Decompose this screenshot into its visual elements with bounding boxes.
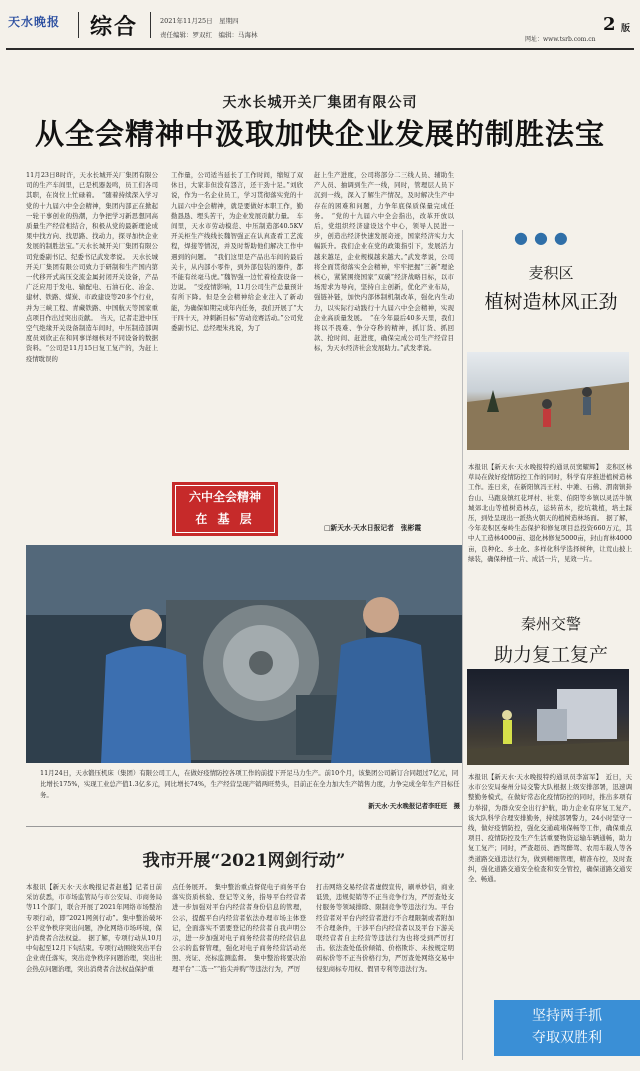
sidebar-story2-body: 本报讯【新天水·天水晚报特约通讯员李富军】 近日，天水市公安局秦州分局交警大队根据上级安排部署，迅速调整勤务模式，在做好常态化疫情防控的同时，推出多项有力举措，为群众安全出行护航，助力企业有序复工复产。 该大队科学合理安排勤务，持续部署警力，24小时坚守一线，做好疫情防控，强化交通疏堵保畅等工作，确保重点项目、疫情防控及生产生活重要物资运输车辆通畅，助力复工复产；同时，严查超员、酒驾醉驾、农用车载人等各类道路交通违法行为，做到精细管理，精准布控，及时查纠，强化道路交通安全检查和安全管控，确保道路交通安全、畅通。	[468, 773, 639, 884]
traffic-police-illustration	[467, 669, 629, 765]
lead-kicker: 天水长城开关厂集团有限公司	[222, 95, 418, 111]
second-headline: 我市开展“2021网剑行动”	[142, 851, 346, 871]
page-number: 2	[603, 14, 616, 35]
slogan-banner	[494, 1000, 640, 1056]
series-stamp	[172, 482, 278, 536]
lead-column-2: 工作量，公司适当延长了工作时间，缩短了双休日，大家非但没有怨言，还干劲十足。”刘欣说，作为一名企业员工，学习贯彻落实党的十九届六中全会精神，就是要做好本职工作，勤勤恳恳、埋头苦干，为企业发展贡献力量。 车间里，天水市劳动模范、中压制造部40.5KV开关柜生产线线长魏智强正在认真查看工艺流程，焊接等情况，并及时帮助他们解决工作中遇到的问题。 “我们这里是产品出车间的最后关卡，从内部小零件，到外部包装的器件，都不能有丝毫马虎。”魏智强一边忙着检查设备一边说。 “受疫情影响，11月公司生产总量预计有所下降。但是全会精神给企业注入了新动能，为确保如期完成年内任务，我们开展了“大干四十天，冲刺新目标”劳动竞赛活动。”公司党委副书记、总经理朱兆说，为了	[171, 171, 303, 333]
lead-headline: 从全会精神中汲取加快企业发展的制胜法宝	[34, 117, 605, 151]
sidebar-story1-title: 植树造林风正劲	[484, 291, 618, 313]
editor-credits: 责任编辑：罗双红 编辑：马海林	[160, 31, 258, 39]
header-rule	[6, 48, 634, 50]
section-rule	[26, 826, 462, 827]
lead-column-1: 11月23日8时许，天水长城开关厂集团有限公司的生产车间里，已是机器轰鸣，员工们各司其职，在岗位上忙碌着。 “随着持续深入学习党的十九届六中全会精神，集团内部正在掀起一轮干事创业的热潮，力争把学习新思想同高质量生产经营相结合，积极从党的最新理论成果中找方向、找思路、找动力，探寻加快企业发展的制胜法宝。”天水长城开关厂集团有限公司党委副书记、纪委书记武发孝说。 天水长城开关厂集团有限公司致力于研制和生产国内第一代移开式高压交流金属封闭开关设备，产品广泛应用于发电、输配电、石油石化、冶金、建材、铁路、煤炭、市政建设等20多个行业，并为三峡工程、青藏铁路、中国航天等国家重点项目作出过突出贡献。 当天，记者走进中压空气绝缘开关设备制造车间时，中压制造部调度员刘欣正在和同事详细核对不同设备的数据资料。“公司是11月15日复工复产的，为赶上疫情耽误的	[26, 171, 158, 363]
header-divider	[78, 12, 79, 38]
second-column-3: 打击网络交易经营者虚假宣传，刷单炒信，商业诋毁，违规促销等不正当竞争行为，严厉查处支付服务等领域排除、限制竞争等违法行为。平台经营者对平台内经营者进行不合理限制或者附加不合理条件，干涉平台内经营者以及平台下游关联经营者自主经营等违法行为也将受到严厉打击。依法查处低价倾销、价格欺诈、未按规定明码标价等不正当价格行为，严厉查处网络交易中侵犯商标专用权、假冒专利等违法行为。	[316, 883, 454, 973]
website-url: 网址：www.tsrb.com.cn	[525, 36, 596, 43]
newspaper-name: 天水晚报	[8, 15, 61, 29]
photo-credit: 新天水·天水晚报记者李旺旺 摄	[368, 802, 460, 810]
section-title: 综合	[90, 14, 139, 40]
photo-caption-text: 11月24日，天水锻压机床（集团）有限公司工人，在做好疫情防控各项工作的前提下开足马力生产。前10个月，该集团公司新订合同超过7亿元，同比增长175%，实现工业总产值1.3亿多元，同比增长74%，生产经营呈现产销两旺势头，目前正在全力加大生产销售力度，力争完成全年生产目标任务。	[40, 769, 460, 799]
lead-byline: □新天水·天水日报记者 张彬霞	[324, 524, 422, 532]
sidebar-story2-place: 秦州交警	[520, 615, 581, 633]
factory-photo-illustration	[26, 545, 462, 763]
slogan-line-2: 夺取双胜利	[532, 1030, 602, 1046]
slogan-line-1: 坚持两手抓	[532, 1008, 602, 1024]
lead-column-3: 赶上生产进度，公司将部分二三线人员、辅助生产人员、抽调到生产一线，同时，管理层人员下沉到一线，深入了解生产情况，及时解决生产中存在的困难和问题，力争年底保质保量完成任务。 “党的十九届六中全会指出，改革开放以后，党组织经济建设这个中心，领导人民进一步，创造出经济快速发展奇迹，国家经济实力大幅跃升。我们企业在党的政策指引下，发展活力越来越足，企业规模越来越大。”武发孝说，公司将全面贯彻落实全会精神，牢牢把握“三新”理论核心，紧紧围绕国家“双碳”经济战略目标，以市场需求为导向，坚持自主创新，优化产业布局，强链补链，加快内部体制机制改革，强化内生动力，以实际行动践行十九届六中全会精神，实现企业高质量发展。 “在今年最后40多天里，我们将以不畏难、争分夺秒的精神，抓订货、抓回款、抢时间、赶进度，确保完成公司生产经营目标，为天水经济社会发展助力。”武发孝说。	[314, 171, 454, 353]
photo-caption	[40, 768, 460, 812]
sidebar-story1-place: 麦积区	[528, 264, 574, 282]
stamp-line-1: 六中全会精神	[188, 490, 261, 504]
decorative-dots: ●●●	[514, 228, 574, 247]
factory-photo	[26, 545, 462, 763]
sidebar-story2-title: 助力复工复产	[493, 644, 608, 666]
sidebar-story1-body: 本报讯【新天水·天水晚报特约通讯员窦耀辉】 麦积区林草局在做好疫情防控工作的同时，科学有序推进植树造林工作。连日来，在新阳镇冯王村、中滩、石佛、渭南镇卦台山、马跑泉镇红花坪村、社棠、伯阳等乡镇以灵活牛镇城郊北山等植树造林点，运转苗木，挖坑栽植，培土踩压，到处呈现出一派热火朝天的植树造林场面。 据了解，今年麦积区秦岭生态保护和修复项目总投资660万元，其中人工造林4000亩、退化林修复5000亩，封山育林4000亩，良种化、乡土化、多样化科学选择树种，让荒山披上绿装，确保种植一片、成活一片，见效一片。	[468, 463, 632, 563]
tree-planting-photo	[467, 352, 629, 450]
second-column-1: 本报讯【新天水·天水晚报记者赵蔓】记者日前采访获悉，市市场监管局与市公安局、市商务局等11个部门，联合开展了2021年网络市场整治专项行动，即“2021网剑行动”。集中整治破坏公平竞争秩序突出问题，净化网络市场环境，保护消费者合法权益。 据了解，专项行动从10月中旬起至12月下旬结束。专项行动围绕突出平台企业责任落实，突出竞争秩序问题治理，突出社会热点问题治理，突出消费者合法权益保护重	[26, 883, 162, 973]
issue-date: 2021年11月25日 星期四	[160, 17, 239, 25]
traffic-police-photo	[467, 669, 629, 765]
page-unit: 版	[621, 24, 631, 34]
header-divider	[150, 12, 151, 38]
stamp-line-2: 在 基 层	[195, 512, 255, 526]
tree-planting-illustration	[467, 352, 629, 450]
second-column-2: 点任务展开。 集中整治重点督促电子商务平台落实资质核验、登记等义务，指导平台经营者进一步加强对平台内经营者身份信息的管理，公示，提醒平台内经营者依法办理市场主体登记，全面落实不需要登记的经营者自我声明公示，进一步加强对电子商务经营者的经营信息公示的监督管理，强化对电子商务经营活动亮照、亮证、亮标监测监督。 集中整治将要决治理平台“二选一”“掐尖并购”等违法行为，严厉	[172, 883, 306, 973]
